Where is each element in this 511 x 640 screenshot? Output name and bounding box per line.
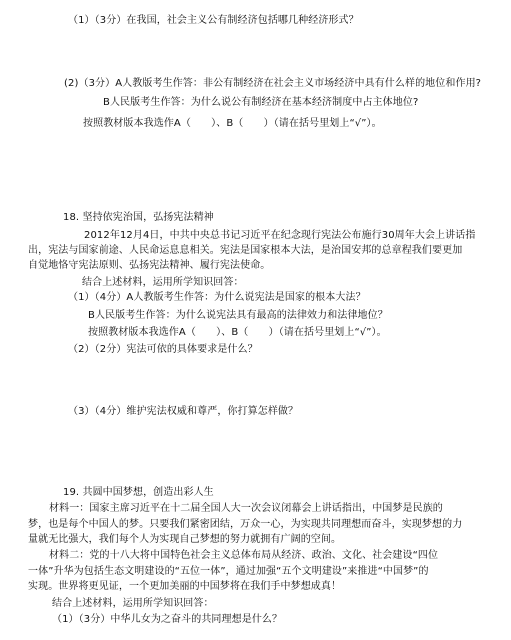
q19-material1-line: 梦，也是每个中国人的梦。只要我们紧密团结，万众一心，为实现共同理想而奋斗，实现梦想的力	[28, 519, 463, 530]
q19-material1-line: 材料一：国家主席习近平在十二届全国人大一次会议闭幕会上讲话指出，中国梦是民族的	[49, 503, 443, 514]
q17-version-choice: 按照教材版本我选作A（ ）、B（ ）（请在括号里划上“√”）。	[83, 118, 382, 129]
q19-material2-line: 实现。世界将更见证，一个更加美丽的中国梦将在我们手中梦想成真！	[28, 581, 342, 592]
q18-heading: 18. 坚持依宪治国，弘扬宪法精神	[63, 212, 214, 223]
q18-instruction: 结合上述材料，运用所学知识回答：	[82, 277, 244, 288]
q18-part2: （2）（2分）宪法可依的具体要求是什么？	[68, 344, 258, 355]
q19-heading: 19. 共圆中国梦想，创造出彩人生	[63, 487, 214, 498]
q17-part1: （1）（3分）在我国，社会主义公有制经济包括哪几种经济形式？	[68, 15, 359, 26]
q18-part1-a: （1）（4分）A人教版考生作答：为什么说宪法是国家的根本大法？	[68, 292, 366, 303]
q19-material1-line: 量就无比强大，我们每个人为实现自己梦想的努力就拥有广阔的空间。	[28, 534, 342, 545]
q18-part3: （3）（4分）维护宪法权威和尊严，你打算怎样做？	[68, 406, 299, 417]
q19-material2-line: 材料二：党的十八大将中国特色社会主义总体布局从经济、政治、文化、社会建设“四位	[49, 550, 439, 561]
q19-material2-line: 一体”升华为包括生态文明建设的“五位一体”，通过加强“五个文明建设”来推进“中国梦”的	[28, 566, 429, 577]
q18-material-line: 出，宪法与国家前途、人民命运息息相关。宪法是国家根本大法，是治国安邦的总章程我们要更加	[28, 245, 463, 256]
q18-material-line: 自觉地恪守宪法原则、弘扬宪法精神、履行宪法使命。	[28, 260, 271, 271]
q19-part1: （1）（3分）中华儿女为之奋斗的共同理想是什么？	[52, 614, 283, 625]
q17-part2-a: (2)（3分）A人教版考生作答：非公有制经济在社会主义市场经济中具有什么样的地位和作用?	[64, 78, 482, 89]
q17-part2-b: B人民版考生作答：为什么说公有制经济在基本经济制度中占主体地位?	[103, 97, 419, 108]
q18-part1-b: B人民版考生作答：为什么说宪法具有最高的法律效力和法律地位？	[88, 310, 388, 321]
q19-instruction: 结合上述材料，运用所学知识回答：	[52, 598, 214, 609]
q18-material-line: 2012年12月4日，中共中央总书记习近平在纪念现行宪法公布施行30周年大会上讲话指	[84, 230, 476, 241]
q18-version-choice: 按照教材版本我选作A（ ）、B（ ）（请在括号里划上“√”）。	[88, 327, 387, 338]
